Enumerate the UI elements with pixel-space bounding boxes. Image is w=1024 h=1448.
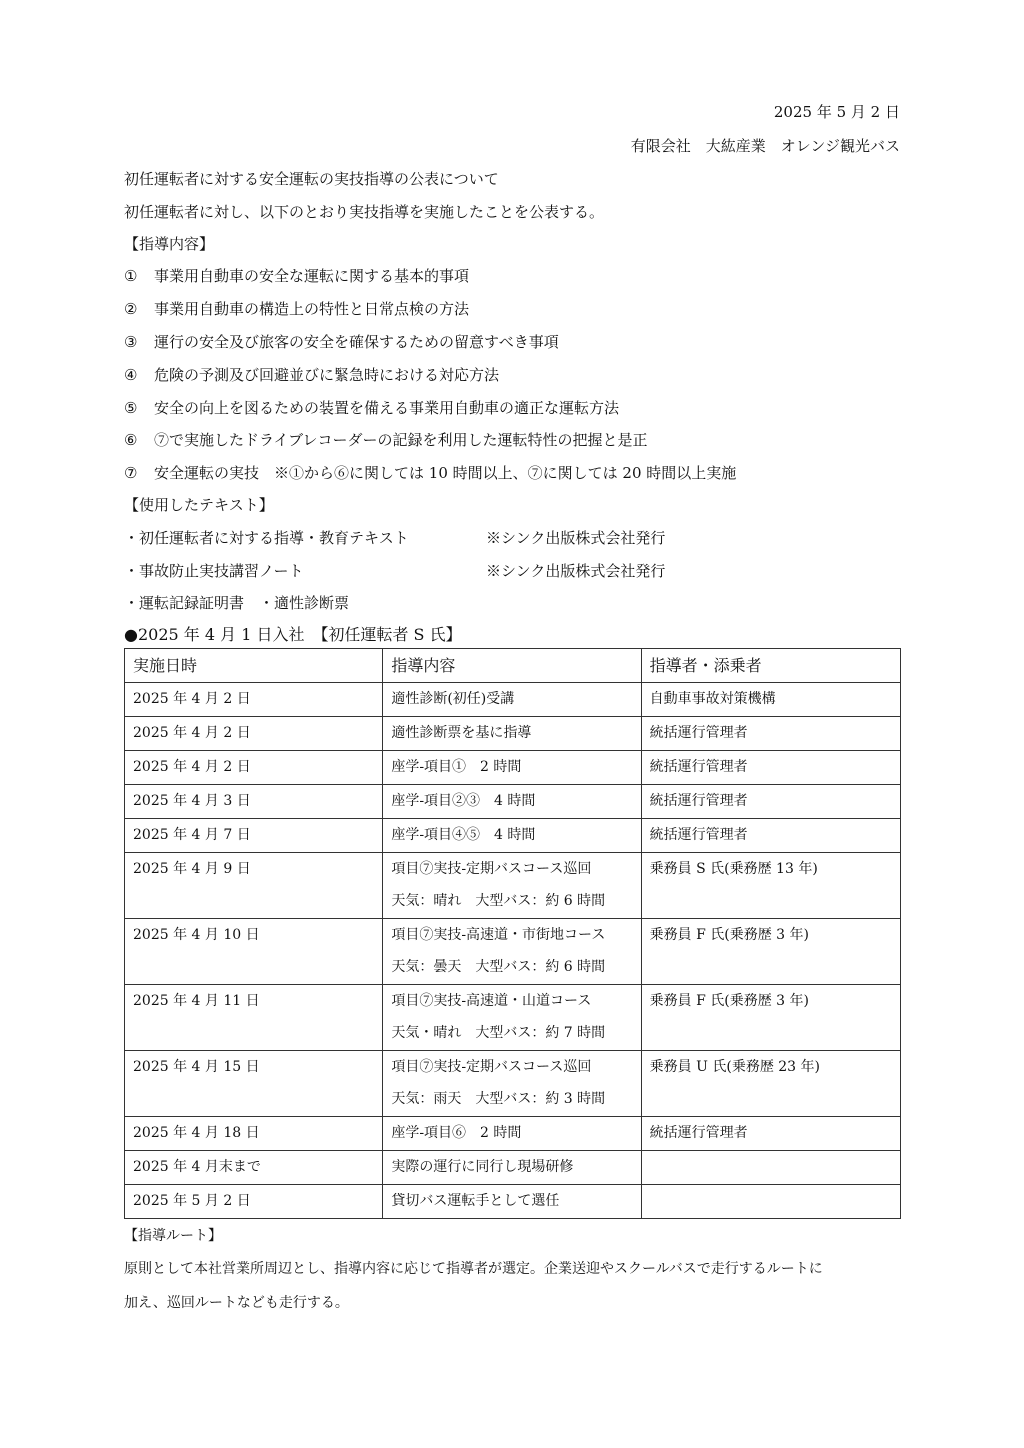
cell-content-line: 項目⑦実技-高速道・山道コース <box>391 993 592 1009</box>
guidance-item <box>124 299 904 319</box>
cell-content-line: 座学-項目① 2 時間 <box>391 759 522 775</box>
case-heading: ●2025 年 4 月 1 日入社 【初任運転者 S 氏】 <box>124 625 462 644</box>
cell-content-line: 座学-項目②③ 4 時間 <box>391 793 536 809</box>
cell-date: 2025 年 4 月 2 日 <box>125 717 383 751</box>
cell-instructor: 乗務員 U 氏(乗務歴 23 年) <box>641 1051 900 1117</box>
document-date: 2025 年 5 月 2 日 <box>773 103 900 121</box>
cell-content-line: 項目⑦実技-高速道・市街地コース <box>391 927 606 943</box>
guidance-item-text: 危険の予測及び回避並びに緊急時における対応方法 <box>154 366 500 384</box>
guidance-item-text: 事業用自動車の安全な運転に関する基本的事項 <box>154 267 470 285</box>
guidance-item-number: ④ <box>124 366 138 384</box>
texts-heading: 【使用したテキスト】 <box>124 496 274 514</box>
cell-content-line: 実際の運行に同行し現場研修 <box>391 1159 574 1175</box>
cell-content <box>383 919 641 985</box>
schedule-table <box>124 648 901 1219</box>
guidance-item-number: ② <box>124 300 138 318</box>
guidance-item-number: ① <box>124 267 138 285</box>
guidance-item-text: ⑦で実施したドライブレコーダーの記録を利用した運転特性の把握と是正 <box>154 431 648 449</box>
table-row <box>125 1117 901 1151</box>
cell-content-line: 項目⑦実技-定期バスコース巡回 <box>391 1059 592 1075</box>
cell-content-line: 適性診断(初任)受講 <box>391 691 515 707</box>
cell-content <box>383 1051 641 1117</box>
cell-date: 2025 年 4 月 3 日 <box>125 785 383 819</box>
document-title: 初任運転者に対する安全運転の実技指導の公表について <box>124 170 499 188</box>
guidance-item <box>124 430 904 450</box>
guidance-heading: 【指導内容】 <box>124 235 215 253</box>
cell-date: 2025 年 4 月末まで <box>125 1151 383 1185</box>
cell-content-line: 天気：雨天 大型バス：約 3 時間 <box>391 1091 606 1107</box>
table-row <box>125 819 901 853</box>
cell-content <box>383 751 641 785</box>
cell-content <box>383 683 641 717</box>
column-header-date: 実施日時 <box>125 649 383 683</box>
guidance-item <box>124 398 904 418</box>
table-row <box>125 785 901 819</box>
route-heading: 【指導ルート】 <box>124 1228 222 1244</box>
table-row <box>125 683 901 717</box>
text-publisher: ※シンク出版株式会社発行 <box>486 529 666 547</box>
cell-instructor: 統括運行管理者 <box>641 751 900 785</box>
cell-instructor <box>641 1185 900 1219</box>
guidance-item-number: ⑥ <box>124 431 138 449</box>
route-text-line: 加え、巡回ルートなども走行する。 <box>124 1295 349 1311</box>
cell-content <box>383 853 641 919</box>
cell-content <box>383 1117 641 1151</box>
table-row <box>125 1185 901 1219</box>
guidance-item-text: 安全の向上を図るための装置を備える事業用自動車の適正な運転方法 <box>154 399 620 417</box>
cell-date: 2025 年 4 月 10 日 <box>125 919 383 985</box>
cell-instructor: 統括運行管理者 <box>641 785 900 819</box>
cell-instructor: 自動車事故対策機構 <box>641 683 900 717</box>
guidance-item-text: 事業用自動車の構造上の特性と日常点検の方法 <box>154 300 470 318</box>
cell-instructor: 乗務員 S 氏(乗務歴 13 年) <box>641 853 900 919</box>
cell-content <box>383 1185 641 1219</box>
cell-date: 2025 年 5 月 2 日 <box>125 1185 383 1219</box>
cell-date: 2025 年 4 月 2 日 <box>125 683 383 717</box>
cell-content-line: 天気：晴れ 大型バス：約 6 時間 <box>391 893 606 909</box>
cell-content <box>383 1151 641 1185</box>
cell-content-line: 貸切バス運転手として選任 <box>391 1193 560 1209</box>
text-list-extra: ・運転記録証明書 ・適性診断票 <box>124 594 350 612</box>
cell-instructor: 乗務員 F 氏(乗務歴 3 年) <box>641 985 900 1051</box>
cell-content <box>383 717 641 751</box>
text-list-item <box>124 561 904 581</box>
cell-date: 2025 年 4 月 2 日 <box>125 751 383 785</box>
cell-content-line: 座学-項目⑥ 2 時間 <box>391 1125 522 1141</box>
route-text-line: 原則として本社営業所周辺とし、指導内容に応じて指導者が選定。企業送迎やスクールバスで走行するルートに <box>124 1261 823 1277</box>
cell-content-line: 項目⑦実技-定期バスコース巡回 <box>391 861 592 877</box>
cell-content-line: 天気・晴れ 大型バス：約 7 時間 <box>391 1025 606 1041</box>
table-row <box>125 985 901 1051</box>
cell-content <box>383 819 641 853</box>
cell-instructor: 乗務員 F 氏(乗務歴 3 年) <box>641 919 900 985</box>
guidance-item-number: ③ <box>124 333 138 351</box>
cell-date: 2025 年 4 月 15 日 <box>125 1051 383 1117</box>
cell-instructor: 統括運行管理者 <box>641 717 900 751</box>
guidance-item-text: 運行の安全及び旅客の安全を確保するための留意すべき事項 <box>154 333 559 351</box>
guidance-item <box>124 332 904 352</box>
guidance-item-number: ⑤ <box>124 399 138 417</box>
company-name: 有限会社 大紘産業 オレンジ観光バス <box>630 137 900 155</box>
table-row <box>125 751 901 785</box>
intro-text: 初任運転者に対し、以下のとおり実技指導を実施したことを公表する。 <box>124 203 605 221</box>
text-title: ・初任運転者に対する指導・教育テキスト <box>124 529 409 547</box>
cell-instructor <box>641 1151 900 1185</box>
guidance-item <box>124 463 904 483</box>
cell-content <box>383 985 641 1051</box>
table-row <box>125 1051 901 1117</box>
text-title: ・事故防止実技講習ノート <box>124 562 304 580</box>
table-row <box>125 1151 901 1185</box>
text-list-item <box>124 528 904 548</box>
table-row <box>125 853 901 919</box>
table-row <box>125 717 901 751</box>
guidance-item <box>124 266 904 286</box>
table-row <box>125 919 901 985</box>
cell-content-line: 座学-項目④⑤ 4 時間 <box>391 827 536 843</box>
text-publisher: ※シンク出版株式会社発行 <box>486 562 666 580</box>
table-header-row <box>125 649 901 683</box>
cell-date: 2025 年 4 月 7 日 <box>125 819 383 853</box>
cell-date: 2025 年 4 月 11 日 <box>125 985 383 1051</box>
cell-content-line: 天気：曇天 大型バス：約 6 時間 <box>391 959 606 975</box>
guidance-item-number: ⑦ <box>124 464 138 482</box>
column-header-content: 指導内容 <box>383 649 641 683</box>
cell-content-line: 適性診断票を基に指導 <box>391 725 532 741</box>
column-header-instructor: 指導者・添乗者 <box>641 649 900 683</box>
cell-date: 2025 年 4 月 18 日 <box>125 1117 383 1151</box>
cell-content <box>383 785 641 819</box>
cell-date: 2025 年 4 月 9 日 <box>125 853 383 919</box>
cell-instructor: 統括運行管理者 <box>641 1117 900 1151</box>
guidance-item-text: 安全運転の実技 ※①から⑥に関しては 10 時間以上、⑦に関しては 20 時間以上実施 <box>154 464 737 482</box>
cell-instructor: 統括運行管理者 <box>641 819 900 853</box>
guidance-item <box>124 365 904 385</box>
